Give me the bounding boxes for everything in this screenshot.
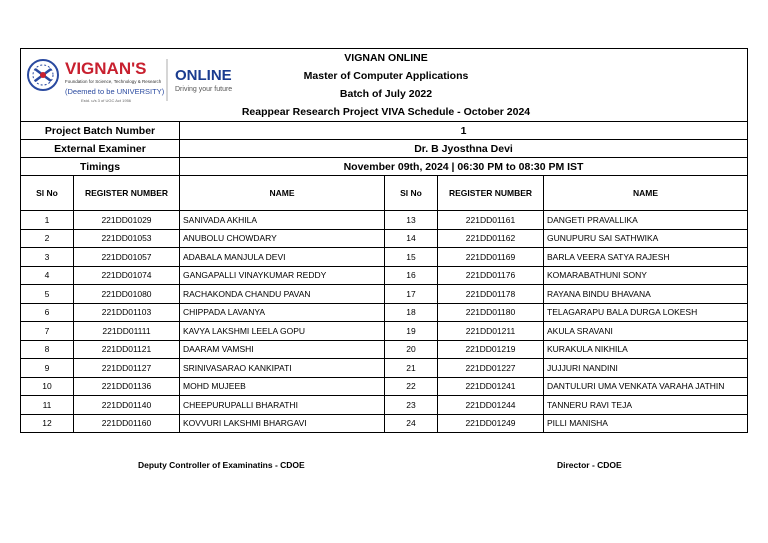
- register-number-cell: 221DD01178: [438, 285, 544, 304]
- column-header: REGISTER NUMBER: [438, 176, 544, 211]
- batch-title: Batch of July 2022: [339, 88, 433, 100]
- program-title: Master of Computer Applications: [303, 70, 469, 82]
- name-cell: RAYANA BINDU BHAVANA: [544, 285, 748, 304]
- register-number-cell: 221DD01111: [74, 322, 180, 341]
- svg-text:Driving your future: Driving your future: [175, 86, 233, 93]
- sl-no-cell: 11: [21, 396, 74, 415]
- table-row: [21, 211, 748, 230]
- table-row: [21, 359, 748, 378]
- register-number-cell: 221DD01244: [438, 396, 544, 415]
- name-cell: SANIVADA AKHILA: [180, 211, 385, 230]
- table-row: [21, 377, 748, 396]
- register-number-cell: 221DD01121: [74, 340, 180, 359]
- register-number-cell: 221DD01029: [74, 211, 180, 230]
- column-header: NAME: [180, 176, 385, 211]
- sl-no-cell: 22: [385, 377, 438, 396]
- sl-no-cell: 17: [385, 285, 438, 304]
- name-cell: RACHAKONDA CHANDU PAVAN: [180, 285, 385, 304]
- name-cell: CHIPPADA LAVANYA: [180, 303, 385, 322]
- name-cell: AKULA SRAVANI: [544, 322, 748, 341]
- deputy-controller-signature: Deputy Controller of Examinatins - CDOE: [138, 460, 305, 470]
- name-cell: CHEEPURUPALLI BHARATHI: [180, 396, 385, 415]
- sl-no-cell: 2: [21, 229, 74, 248]
- table-row: [21, 303, 748, 322]
- batch-row: [21, 122, 748, 140]
- name-cell: KOMARABATHUNI SONY: [544, 266, 748, 285]
- emblem-icon: [28, 60, 58, 90]
- table-row: [21, 340, 748, 359]
- svg-text:VIGNAN'S: VIGNAN'S: [65, 59, 147, 78]
- svg-text:Foundation for Science, Techno: Foundation for Science, Technology & Research: [65, 79, 162, 84]
- timings-label: Timings: [21, 158, 180, 176]
- register-number-cell: 221DD01176: [438, 266, 544, 285]
- sl-no-cell: 4: [21, 266, 74, 285]
- schedule-sheet: [20, 48, 747, 433]
- register-number-cell: 221DD01074: [74, 266, 180, 285]
- name-cell: KOVVURI LAKSHMI BHARGAVI: [180, 414, 385, 433]
- column-header: NAME: [544, 176, 748, 211]
- register-number-cell: 221DD01180: [438, 303, 544, 322]
- name-cell: MOHD MUJEEB: [180, 377, 385, 396]
- register-number-cell: 221DD01080: [74, 285, 180, 304]
- name-cell: DANGETI PRAVALLIKA: [544, 211, 748, 230]
- sl-no-cell: 1: [21, 211, 74, 230]
- title-block: [221, 49, 551, 121]
- name-cell: DAARAM VAMSHI: [180, 340, 385, 359]
- name-cell: TANNERU RAVI TEJA: [544, 396, 748, 415]
- name-cell: SRINIVASARAO KANKIPATI: [180, 359, 385, 378]
- register-number-cell: 221DD01219: [438, 340, 544, 359]
- examiner-value: Dr. B Jyosthna Devi: [180, 140, 748, 158]
- svg-text:Estd. u/s 3 of UGC Act 1956: Estd. u/s 3 of UGC Act 1956: [81, 98, 132, 103]
- sl-no-cell: 12: [21, 414, 74, 433]
- header-cell: [21, 49, 748, 122]
- org-title: VIGNAN ONLINE: [344, 52, 428, 64]
- table-row: [21, 396, 748, 415]
- name-cell: GUNUPURU SAI SATHWIKA: [544, 229, 748, 248]
- table-row: [21, 229, 748, 248]
- sl-no-cell: 24: [385, 414, 438, 433]
- sl-no-cell: 7: [21, 322, 74, 341]
- register-number-cell: 221DD01241: [438, 377, 544, 396]
- student-rows: [21, 211, 748, 433]
- column-header-row: [21, 176, 748, 211]
- sl-no-cell: 9: [21, 359, 74, 378]
- sl-no-cell: 6: [21, 303, 74, 322]
- table-row: [21, 285, 748, 304]
- name-cell: BARLA VEERA SATYA RAJESH: [544, 248, 748, 267]
- sl-no-cell: 3: [21, 248, 74, 267]
- table-row: [21, 248, 748, 267]
- name-cell: ADABALA MANJULA DEVI: [180, 248, 385, 267]
- name-cell: DANTULURI UMA VENKATA VARAHA JATHIN: [544, 377, 748, 396]
- svg-text:ONLINE: ONLINE: [175, 67, 232, 84]
- sl-no-cell: 15: [385, 248, 438, 267]
- university-logo: [25, 53, 245, 111]
- table-row: [21, 266, 748, 285]
- batch-label: Project Batch Number: [21, 122, 180, 140]
- sl-no-cell: 20: [385, 340, 438, 359]
- register-number-cell: 221DD01169: [438, 248, 544, 267]
- register-number-cell: 221DD01140: [74, 396, 180, 415]
- sl-no-cell: 10: [21, 377, 74, 396]
- column-header: Sl No: [21, 176, 74, 211]
- svg-text:(Deemed to be UNIVERSITY): (Deemed to be UNIVERSITY): [65, 87, 165, 96]
- name-cell: KAVYA LAKSHMI LEELA GOPU: [180, 322, 385, 341]
- sl-no-cell: 13: [385, 211, 438, 230]
- name-cell: JUJJURI NANDINI: [544, 359, 748, 378]
- batch-value: 1: [180, 122, 748, 140]
- table-row: [21, 414, 748, 433]
- sl-no-cell: 18: [385, 303, 438, 322]
- register-number-cell: 221DD01103: [74, 303, 180, 322]
- table-row: [21, 322, 748, 341]
- sl-no-cell: 16: [385, 266, 438, 285]
- sl-no-cell: 5: [21, 285, 74, 304]
- register-number-cell: 221DD01249: [438, 414, 544, 433]
- sl-no-cell: 19: [385, 322, 438, 341]
- register-number-cell: 221DD01227: [438, 359, 544, 378]
- timings-row: [21, 158, 748, 176]
- sl-no-cell: 23: [385, 396, 438, 415]
- sl-no-cell: 14: [385, 229, 438, 248]
- name-cell: TELAGARAPU BALA DURGA LOKESH: [544, 303, 748, 322]
- register-number-cell: 221DD01161: [438, 211, 544, 230]
- schedule-table: [20, 48, 748, 433]
- timings-value: November 09th, 2024 | 06:30 PM to 08:30 PM IST: [180, 158, 748, 176]
- name-cell: GANGAPALLI VINAYKUMAR REDDY: [180, 266, 385, 285]
- name-cell: PILLI MANISHA: [544, 414, 748, 433]
- name-cell: ANUBOLU CHOWDARY: [180, 229, 385, 248]
- schedule-title: Reappear Research Project VIVA Schedule - October 2024: [241, 106, 531, 118]
- sl-no-cell: 21: [385, 359, 438, 378]
- register-number-cell: 221DD01160: [74, 414, 180, 433]
- name-cell: KURAKULA NIKHILA: [544, 340, 748, 359]
- register-number-cell: 221DD01127: [74, 359, 180, 378]
- sl-no-cell: 8: [21, 340, 74, 359]
- register-number-cell: 221DD01211: [438, 322, 544, 341]
- column-header: REGISTER NUMBER: [74, 176, 180, 211]
- examiner-label: External Examiner: [21, 140, 180, 158]
- register-number-cell: 221DD01136: [74, 377, 180, 396]
- register-number-cell: 221DD01053: [74, 229, 180, 248]
- director-signature: Director - CDOE: [557, 460, 622, 470]
- register-number-cell: 221DD01162: [438, 229, 544, 248]
- examiner-row: [21, 140, 748, 158]
- register-number-cell: 221DD01057: [74, 248, 180, 267]
- column-header: Sl No: [385, 176, 438, 211]
